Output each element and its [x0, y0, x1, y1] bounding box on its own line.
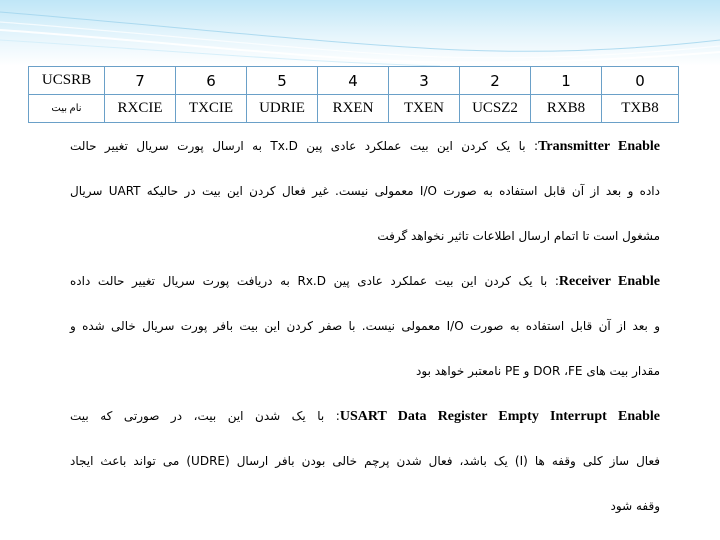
- description-line: و بعد از آن قابل استفاده به صورت I/O معمولی نیست. با صفر کردن این بیت بافر پورت سریال خالی شده و: [70, 319, 660, 333]
- bit-name-row: [29, 95, 679, 123]
- bit-number-cell: 0: [602, 67, 679, 95]
- bit-descriptions: [70, 130, 660, 535]
- bit-name-cell: TXCIE: [176, 95, 247, 123]
- description-line: مقدار بیت های DOR ،FE و PE نامعتبر خواهد بود: [416, 364, 660, 378]
- ucsrb-register-table: [28, 66, 679, 123]
- bit-name-cell: RXCIE: [105, 95, 176, 123]
- description-line: Receiver Enable: با یک کردن این بیت عملکرد عادی پین Rx.D به دریافت پورت سریال تغییر حالت داده: [70, 274, 661, 289]
- register-name-cell: UCSRB: [29, 67, 105, 95]
- bit-number-cell: 5: [247, 67, 318, 95]
- description-line: فعال ساز کلی وقفه ها (I) یک باشد، فعال شدن پرچم خالی بودن بافر ارسال (UDRE) می تواند باعث ایجاد: [70, 454, 660, 468]
- bit-number-cell: 7: [105, 67, 176, 95]
- bit-keyword: Transmitter Enable: [538, 139, 661, 154]
- description-line: Transmitter Enable: با یک کردن این بیت عملکرد عادی پین Tx.D به ارسال پورت سریال تغییر حالت: [70, 139, 661, 154]
- description-line: مشغول است تا اتمام ارسال اطلاعات تاثیر نخواهد گرفت: [377, 229, 660, 243]
- udrie-description: [70, 400, 660, 535]
- decorative-banner: [0, 0, 720, 66]
- bit-name-cell: UDRIE: [247, 95, 318, 123]
- description-line: USART Data Register Empty Interrupt Enable: با یک شدن این بیت، در صورتی که بیت: [70, 409, 660, 424]
- bit-name-cell: UCSZ2: [460, 95, 531, 123]
- bit-keyword: Receiver Enable: [558, 274, 661, 289]
- bit-name-cell: TXB8: [602, 95, 679, 123]
- banner-swoosh-graphic: [0, 0, 720, 66]
- description-line: وقفه شود: [610, 499, 660, 513]
- bit-keyword: USART Data Register Empty Interrupt Enable: [339, 409, 660, 424]
- bit-number-cell: 1: [531, 67, 602, 95]
- bit-number-cell: 4: [318, 67, 389, 95]
- bit-name-label-cell: نام بیت: [29, 95, 105, 123]
- bit-name-cell: RXEN: [318, 95, 389, 123]
- bit-name-cell: RXB8: [531, 95, 602, 123]
- bit-number-cell: 2: [460, 67, 531, 95]
- txen-description: [70, 130, 660, 265]
- bit-number-cell: 3: [389, 67, 460, 95]
- rxen-description: [70, 265, 660, 400]
- bit-number-row: [29, 67, 679, 95]
- bit-number-cell: 6: [176, 67, 247, 95]
- description-line: داده و بعد از آن قابل استفاده به صورت I/O معمولی نیست. غیر فعال کردن این بیت در حالیکه UART سریال: [70, 184, 660, 198]
- bit-name-cell: TXEN: [389, 95, 460, 123]
